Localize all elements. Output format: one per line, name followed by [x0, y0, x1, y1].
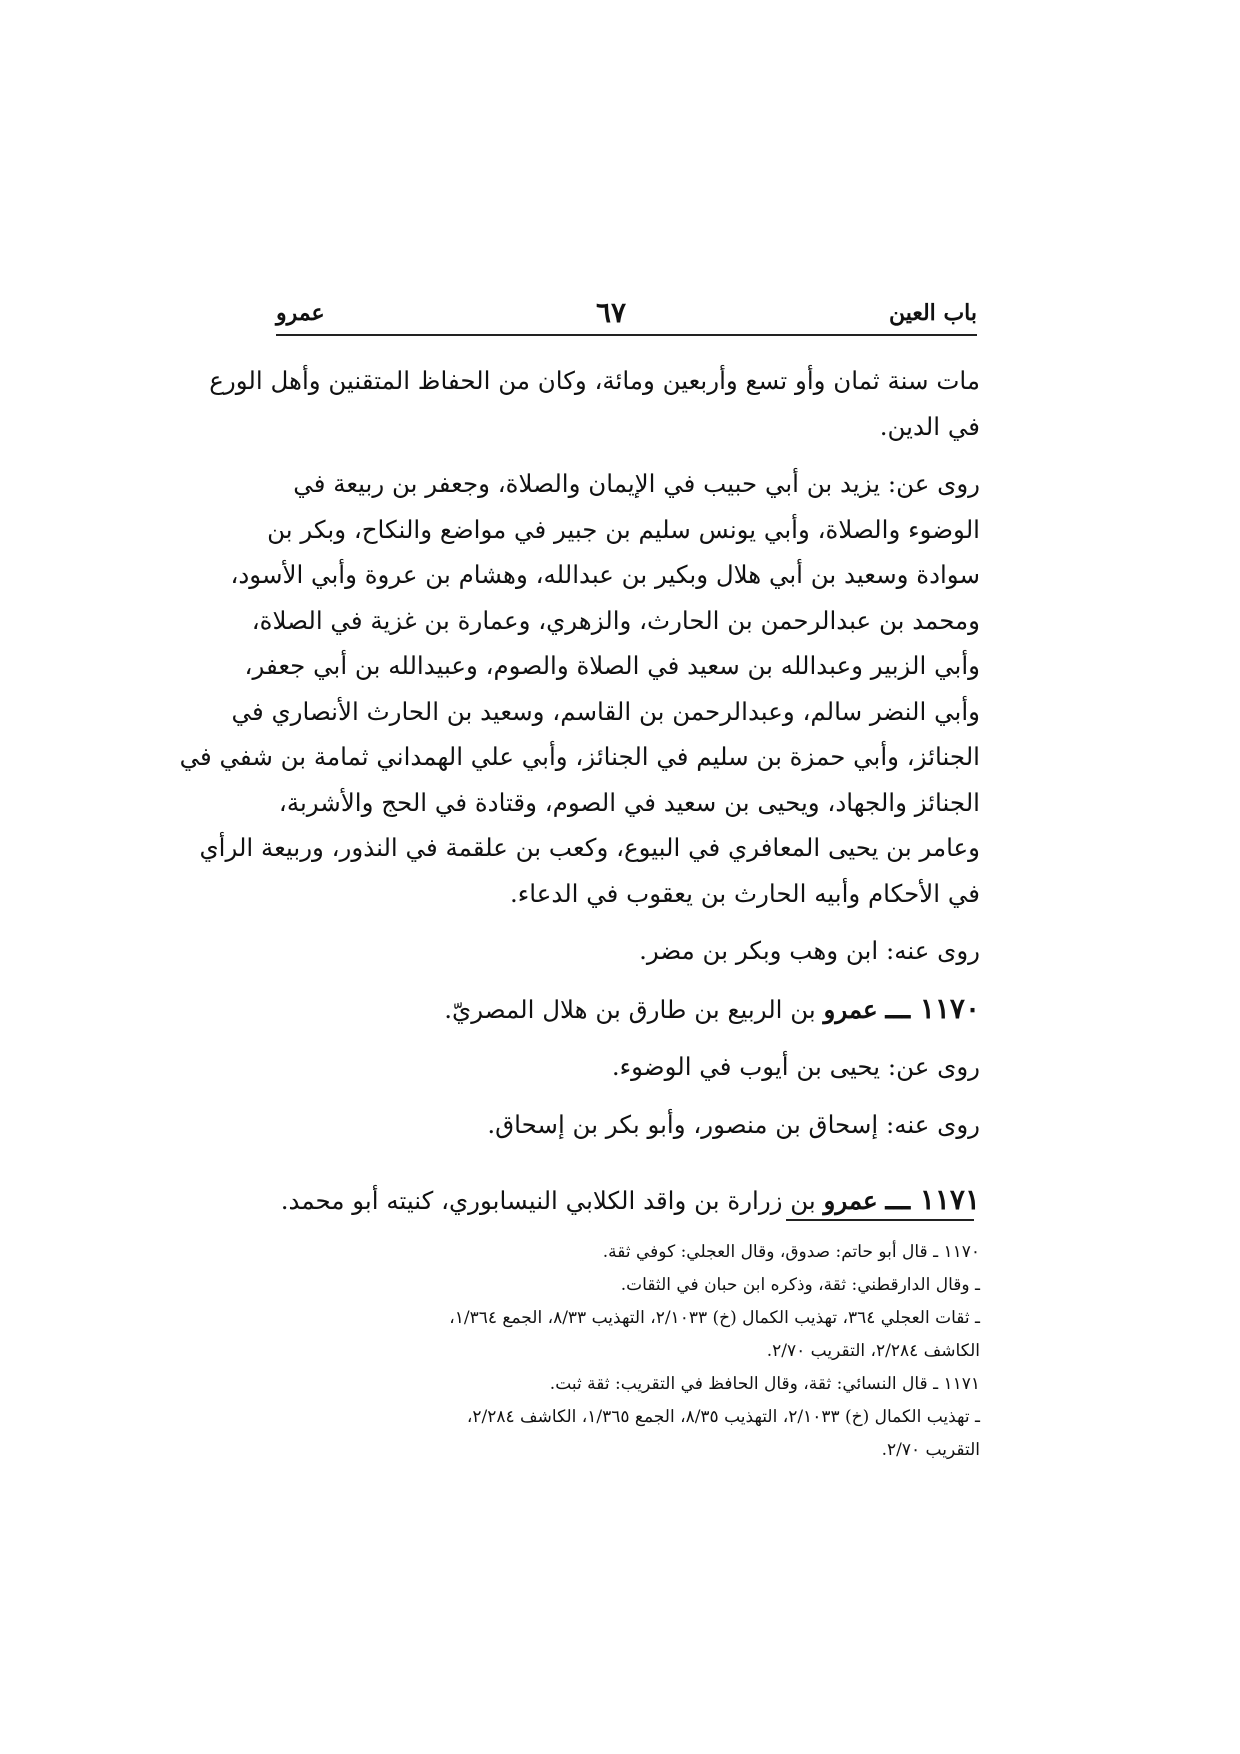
- text-line: روى عن: يحيى بن أيوب في الوضوء.: [611, 1052, 980, 1081]
- paragraph-death: [209, 358, 980, 449]
- footnote-line: ـ وقال الدارقطني: ثقة، وذكره ابن حبان في الثقات.: [620, 1275, 980, 1295]
- footnote-line: ـ ثقات العجلي ٣٦٤، تهذيب الكمال (خ) ٢/١٠٣٣، التهذيب ٨/٣٣، الجمع ١/٣٦٤،: [449, 1308, 980, 1328]
- text-line: في الدين.: [879, 411, 980, 441]
- running-header: [276, 296, 977, 332]
- header-rule: [276, 334, 977, 336]
- entry-lineage: بن الربيع بن طارق بن هلال المصريّ.: [444, 994, 816, 1024]
- entry-1170-to: [270, 1102, 980, 1148]
- text-line: روى عنه: إسحاق بن منصور، وأبو بكر بن إسحاق.: [487, 1109, 980, 1139]
- text-line: روى عنه: ابن وهب وبكر بن مضر.: [639, 936, 980, 965]
- text-line: وأبي الزبير وعبدالله بن سعيد في الصلاة والصوم، وعبيدالله بن أبي جعفر،: [244, 651, 980, 680]
- entry-1170-from: [270, 1044, 980, 1090]
- paragraph-narrated-by: [270, 928, 980, 974]
- text-line: وعامر بن يحيى المعافري في البيوع، وكعب بن علقمة في النذور، وربيعة الرأي: [199, 833, 980, 862]
- entry-1170-heading: [270, 986, 980, 1033]
- text-line: روى عن: يزيد بن أبي حبيب في الإيمان والصلاة، وجعفر بن ربيعة في: [293, 469, 980, 498]
- paragraph-narrated-from: [179, 461, 980, 916]
- text-line: مات سنة ثمان وأو تسع وأربعين ومائة، وكان من الحفاظ المتقنين وأهل الورع: [209, 366, 980, 395]
- text-line: وأبي النضر سالم، وعبدالرحمن بن القاسم، وسعيد بن الحارث الأنصاري في: [231, 696, 980, 726]
- text-line: سوادة وسعيد بن أبي هلال وبكير بن عبدالله، وهشام بن عروة وأبي الأسود،: [230, 560, 980, 589]
- text-line: الجنائز، وأبي حمزة بن سليم في الجنائز، وأبي علي الهمداني ثمامة بن شفي في: [179, 742, 980, 771]
- main-text: [179, 358, 980, 1236]
- footnote-rule: [786, 1219, 974, 1221]
- page-number: ٦٧: [596, 296, 627, 329]
- text-line: ومحمد بن عبدالرحمن بن الحارث، والزهري، وعمارة بن غزية في الصلاة،: [251, 605, 980, 635]
- entry-1171-heading: [270, 1177, 980, 1224]
- footnote-line: التقريب ٢/٧٠.: [881, 1440, 980, 1460]
- entry-number: ١١٧٠ ـــ: [885, 991, 980, 1025]
- footnote-line: الكاشف ٢/٢٨٤، التقريب ٢/٧٠.: [766, 1341, 980, 1361]
- footnote-line: ١١٧١ ـ قال النسائي: ثقة، وقال الحافظ في التقريب: ثقة ثبت.: [549, 1374, 980, 1394]
- section-title: عمرو: [276, 300, 325, 326]
- text-line: في الأحكام وأبيه الحارث بن يعقوب في الدعاء.: [509, 878, 980, 908]
- text-line: الجنائز والجهاد، ويحيى بن سعيد في الصوم، وقتادة في الحج والأشربة،: [278, 787, 980, 817]
- footnote-line: ١١٧٠ ـ قال أبو حاتم: صدوق، وقال العجلي: كوفي ثقة.: [602, 1242, 980, 1262]
- footnotes: [246, 1236, 980, 1467]
- chapter-title: باب العين: [888, 300, 977, 326]
- entry-number: ١١٧١ ـــ: [885, 1183, 980, 1216]
- entry-lineage: بن زرارة بن واقد الكلابي النيسابوري، كنيته أبو محمد.: [280, 1186, 816, 1215]
- entry-name: عمرو: [823, 994, 878, 1024]
- text-line: الوضوء والصلاة، وأبي يونس سليم بن جبير في مواضع والنكاح، وبكر بن: [267, 514, 980, 544]
- entry-name: عمرو: [823, 1186, 878, 1215]
- footnote-line: ـ تهذيب الكمال (خ) ٢/١٠٣٣، التهذيب ٨/٣٥، الجمع ١/٣٦٥، الكاشف ٢/٢٨٤،: [466, 1407, 980, 1427]
